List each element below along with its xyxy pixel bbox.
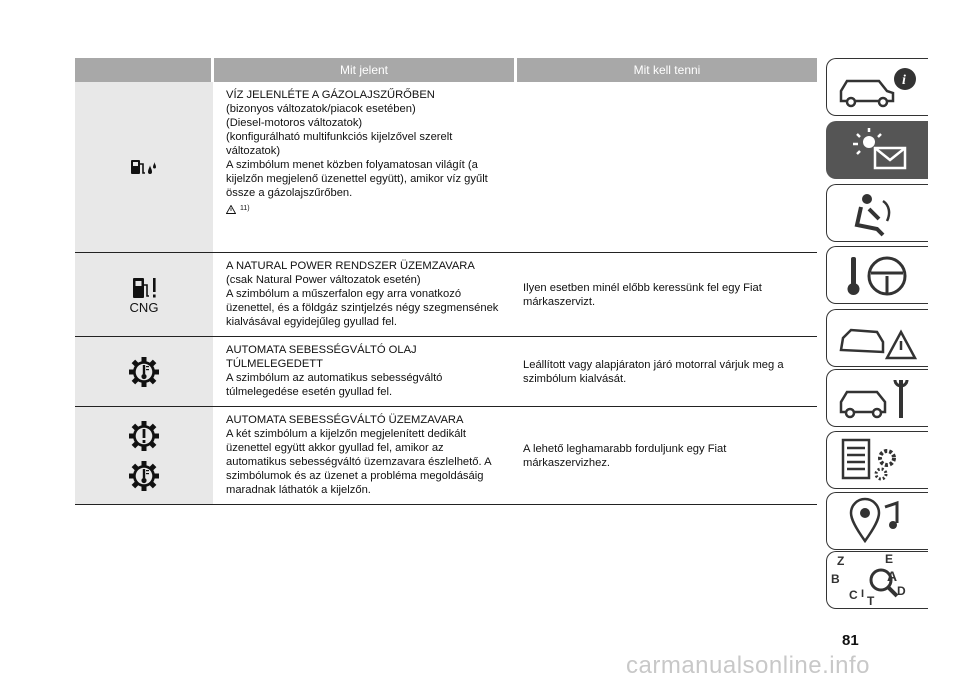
index-letter: Z (837, 554, 845, 568)
warning-lights-message-icon (835, 126, 925, 176)
specs-gear-icon (835, 436, 925, 486)
sidebar-tab-key-steering[interactable] (826, 246, 928, 304)
car-info-icon (835, 63, 925, 113)
gearbox-temperature-icon (127, 355, 161, 389)
warning-triangle-icon (226, 205, 236, 214)
page-number: 81 (842, 632, 859, 649)
icon-cell (75, 337, 213, 406)
index-letter: T (867, 594, 875, 608)
index-letter: C (849, 588, 858, 602)
index-letter: E (885, 552, 894, 566)
icon-cell (75, 82, 213, 252)
music-navigation-icon (835, 497, 925, 547)
icon-cell (75, 407, 213, 504)
water-in-fuel-icon (128, 156, 160, 178)
action-cell (513, 82, 817, 252)
gearbox-temperature-icon (127, 459, 161, 493)
sidebar-tab-car-service[interactable] (826, 369, 928, 427)
index-letter: I (861, 588, 865, 600)
gearbox-warning-icon (127, 419, 161, 453)
header-meaning: Mit jelent (214, 58, 514, 82)
car-wrench-icon (835, 374, 925, 424)
sidebar-tab-warning-lights[interactable] (826, 121, 928, 179)
reference-number: 11) (240, 205, 250, 212)
header-icon-cell (75, 58, 211, 82)
index-letter: D (897, 584, 906, 598)
warning-table (75, 58, 817, 505)
header-action: Mit kell tenni (517, 58, 817, 82)
cng-label: CNG (129, 299, 159, 315)
action-cell: Ilyen esetben minél előbb keressünk fel egy Fiat márkaszervizt. (523, 281, 762, 308)
meaning-cell: VÍZ JELENLÉTE A GÁZOLAJSZŰRŐBEN (bizonyos változatok/piacok esetében) (Diesel-motoros változatok) (konfigurálható multifunkciós kijelzővel szerelt változatok) A szimbólum menet közben folyamatosan világít (a kijelzőn megjelenő üzenettel együtt), amikor víz gyűlt össze a gázolajszűrőben. 11) (213, 82, 513, 252)
seat-airbag-icon (835, 189, 925, 239)
sidebar-tab-car-info[interactable] (826, 58, 928, 116)
meaning-cell: AUTOMATA SEBESSÉGVÁLTÓ OLAJ TÚLMELEGEDETT A szimbólum az automatikus sebességváltó túlmelegedése esetén gyullad fel. (226, 344, 443, 398)
watermark: carmanualsonline.info (626, 652, 870, 679)
index-letter: B (831, 572, 840, 586)
meaning-cell: AUTOMATA SEBESSÉGVÁLTÓ ÜZEMZAVARA A két szimbólum a kijelzőn megjelenített dedikált üzenettel együtt akkor gyullad fel, amikor az automatikus sebességváltó üzemzavara észlelhető. A szimbólumok és az üzenet a probléma megoldásáig maradnak láthatók a kijelzőn. (226, 414, 492, 496)
car-hazard-icon (835, 314, 925, 364)
meaning-cell: A NATURAL POWER RENDSZER ÜZEMZAVARA (csak Natural Power változatok esetén) A szimbólum a műszerfalon egy arra vonatkozó üzenettel, és a földgáz szintjelzés négy szegmensének kialvásával egyidejűleg gyullad fel. (226, 260, 499, 328)
cng-warning-icon (127, 276, 161, 300)
table-row (75, 253, 817, 337)
action-cell: A lehető leghamarabb forduljunk egy Fiat márkaszervizhez. (523, 442, 727, 469)
sidebar-tab-seat-airbag[interactable] (826, 184, 928, 242)
key-steering-wheel-icon (835, 251, 925, 301)
icon-cell (75, 253, 213, 336)
table-header (75, 58, 817, 82)
table-row (75, 82, 817, 253)
sidebar-tab-specs[interactable] (826, 431, 928, 489)
sidebar-tab-multimedia[interactable] (826, 492, 928, 550)
table-row (75, 337, 817, 407)
action-cell: Leállított vagy alapjáraton járó motorral várjuk meg a szimbólum kialvását. (523, 358, 784, 385)
reference-note (226, 202, 507, 216)
sidebar-tab-car-hazard[interactable] (826, 309, 928, 367)
svg-text:i: i (902, 73, 906, 88)
index-letter: A (887, 568, 898, 584)
sidebar-tab-index[interactable] (826, 551, 928, 609)
table-row (75, 407, 817, 505)
